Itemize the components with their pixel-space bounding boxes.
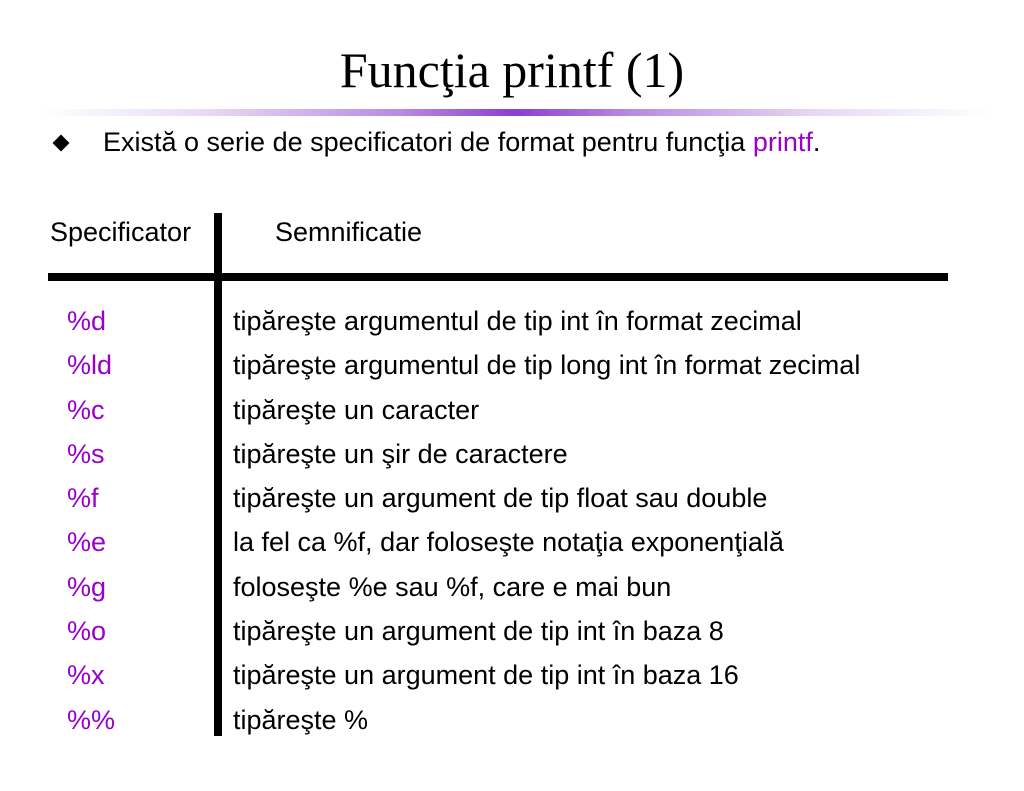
specifier-cell: %o (67, 616, 107, 647)
specifier-cell: %d (67, 306, 107, 336)
meaning-cell: tipăreşte argumentul de tip long int în format zecimal (233, 350, 861, 381)
meaning-cell: tipăreşte un caracter (233, 394, 480, 425)
table-row (0, 436, 1024, 480)
bullet-text-main: Există o serie de specificatori de format pentru funcţia (103, 127, 753, 157)
meaning-cell: tipăreşte % (233, 704, 369, 735)
bullet-text-highlight: printf (752, 127, 813, 157)
header-meaning: Semnificatie (275, 217, 423, 247)
specifier-cell: %x (67, 660, 105, 691)
table-row (0, 347, 1024, 391)
bullet-text-end: . (812, 127, 821, 157)
table-row (0, 657, 1024, 701)
slide-title: Funcţia printf (1) (339, 42, 685, 98)
header-specifier: Specificator (50, 217, 192, 247)
specifier-cell: %e (67, 527, 107, 558)
table-row (0, 392, 1024, 436)
meaning-cell: foloseşte %e sau %f, care e mai bun (233, 571, 672, 602)
specifier-cell: %f (67, 483, 99, 514)
meaning-cell: la fel ca %f, dar foloseşte notaţia exponenţială (233, 527, 784, 558)
specifier-cell: %c (67, 394, 105, 425)
table-row (0, 524, 1024, 568)
meaning-cell: tipăreşte un argument de tip int în baza 8 (233, 616, 724, 647)
table-horizontal-rule (48, 273, 948, 281)
table-row (0, 702, 1024, 746)
meaning-cell: tipăreşte un argument de tip int în baza 16 (233, 660, 739, 691)
table-row (0, 303, 1024, 347)
meaning-cell: tipăreşte un şir de caractere (233, 438, 568, 469)
table-row (0, 480, 1024, 524)
specifier-cell: %ld (67, 350, 113, 381)
specifier-cell: %% (67, 704, 116, 735)
meaning-cell: tipăreşte argumentul de tip int în format zecimal (233, 306, 802, 336)
meaning-cell: tipăreşte un argument de tip float sau double (233, 483, 768, 514)
bullet-text (103, 124, 820, 160)
table-row (0, 569, 1024, 613)
title-divider (40, 109, 990, 116)
diamond-bullet-icon (53, 135, 70, 152)
specifier-cell: %s (67, 438, 105, 469)
table-row (0, 613, 1024, 657)
specifier-table (0, 303, 1024, 746)
specifier-cell: %g (67, 571, 107, 602)
